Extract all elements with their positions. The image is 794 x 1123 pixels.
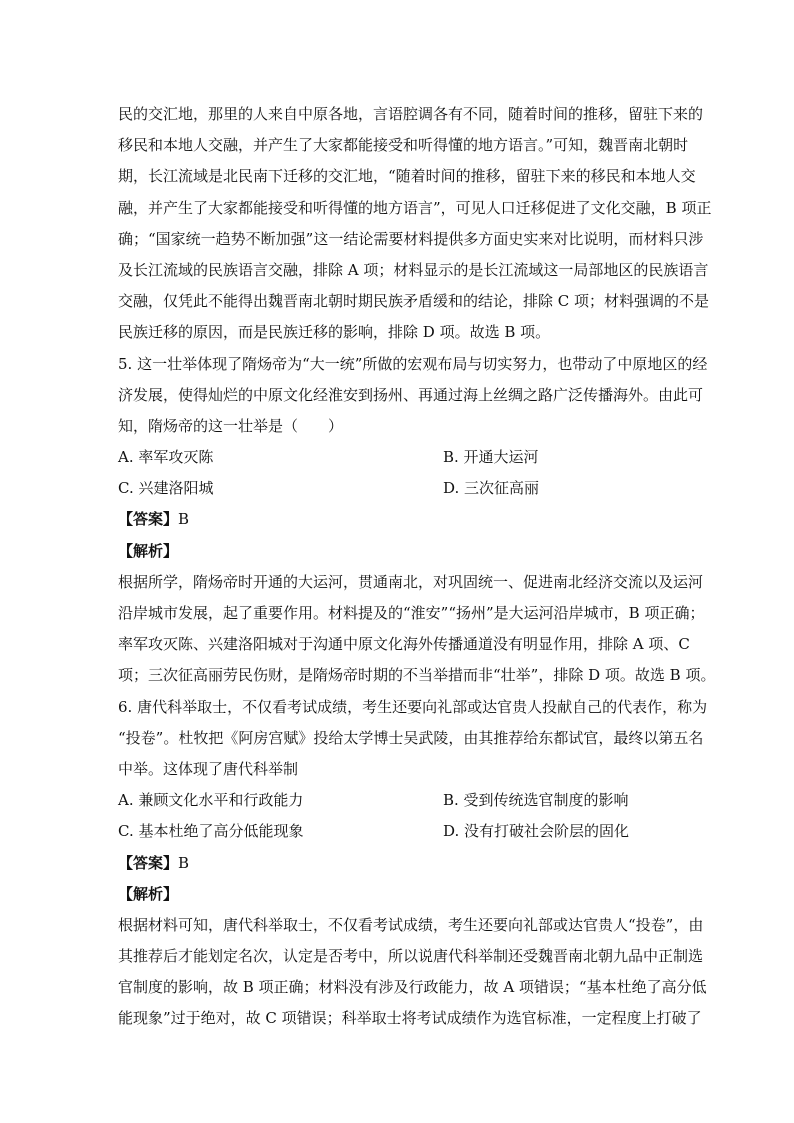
option-a: A. 率军攻灭陈 [118,448,214,467]
options-row [118,816,678,847]
question-stem-line: “投卷”。杜牧把《阿房宫赋》投给太学博士吴武陵，由其推荐给东都试官，最终以第五名 [118,728,704,747]
text-line: 及长江流域的民族语言交融，排除 A 项；材料显示的是长江流域这一局部地区的民族语言 [118,260,709,279]
question-5 [118,349,716,692]
options-row [118,442,678,473]
analysis-line: 率军攻灭陈、兴建洛阳城对于沟通中原文化海外传播通道没有明显作用，排除 A 项、C [118,635,690,654]
text-line: 移民和本地人交融，并产生了大家都能接受和听得懂的地方语言。”可知，魏晋南北朝时 [118,136,689,155]
option-d: D. 没有打破社会阶层的固化 [443,822,630,841]
analysis-line: 项；三次征高丽劳民伤财，是隋炀帝时期的不当举措而非“壮举”，排除 D 项。故选 B 项。 [118,666,716,685]
answer-tag: 【答案】 [118,853,179,872]
analysis-line: 能现象”过于绝对，故 C 项错误；科举取士将考试成绩作为选官标准，一定程度上打破了 [118,1009,702,1028]
text-line: 交融，仅凭此不能得出魏晋南北朝时期民族矛盾缓和的结论，排除 C 项；材料强调的不是 [118,292,710,311]
answer-value: B [178,510,190,529]
text-line: 民族迁移的原因，而是民族迁移的影响，排除 D 项。故选 B 项。 [118,323,551,342]
option-c: C. 基本杜绝了高分低能现象 [118,822,304,841]
prev-explanation [118,99,712,349]
analysis-line: 根据材料可知，唐代科举取士，不仅看考试成绩，考生还要向礼部或达官贵人“投卷”，由 [118,915,704,934]
option-c: C. 兴建洛阳城 [118,479,214,498]
document-page [118,99,716,1035]
text-line: 融，并产生了大家都能接受和听得懂的地方语言”，可见人口迁移促进了文化交融，B 项正 [118,198,712,217]
analysis-line: 沿岸城市发展，起了重要作用。材料提及的“淮安”“扬州”是大运河沿岸城市，B 项正确； [118,604,705,622]
text-line: 期，长江流域是北民南下迁移的交汇地，“随着时间的推移，留驻下来的移民和本地人交 [118,167,696,186]
question-stem-line: 知，隋炀帝的这一壮举是（ ） [118,416,344,435]
option-d: D. 三次征高丽 [443,479,540,498]
question-6 [118,692,708,1035]
answer-line [118,504,678,535]
text-line: 确；“国家统一趋势不断加强”这一结论需要材料提供多方面史实来对比说明，而材料只涉 [118,229,704,248]
option-a: A. 兼顾文化水平和行政能力 [118,791,304,810]
question-stem-line: 中举。这体现了唐代科举制 [118,759,299,778]
question-stem-line: 济发展，使得灿烂的中原文化经淮安到扬州、再通过海上丝绸之路广泛传播海外。由此可 [118,385,704,404]
option-b: B. 受到传统选官制度的影响 [443,791,629,810]
answer-tag: 【答案】 [118,510,179,529]
analysis-line: 其推荐后才能划定名次，认定是否考中，所以说唐代科举制还受魏晋南北朝九品中正制选 [118,947,704,966]
option-b: B. 开通大运河 [443,448,539,467]
options-row [118,785,678,816]
analysis-tag: 【解析】 [118,541,179,560]
analysis-line: 根据所学，隋炀帝时开通的大运河，贯通南北，对巩固统一、促进南北经济交流以及运河 [118,572,704,591]
question-stem-line: 6. 唐代科举取士，不仅看考试成绩，考生还要向礼部或达官贵人投献自己的代表作，称为 [118,697,708,716]
options-row [118,473,678,504]
answer-value: B [178,853,190,872]
answer-line [118,848,678,879]
text-line: 民的交汇地，那里的人来自中原各地，言语腔调各有不同，随着时间的推移，留驻下来的 [118,105,704,123]
question-stem-line: 5. 这一壮举体现了隋炀帝为“大一统”所做的宏观布局与切实努力，也带动了中原地区的经 [118,354,708,373]
analysis-tag: 【解析】 [118,884,179,903]
analysis-line: 官制度的影响，故 B 项正确；材料没有涉及行政能力，故 A 项错误；“基本杜绝了高分低 [118,978,707,997]
